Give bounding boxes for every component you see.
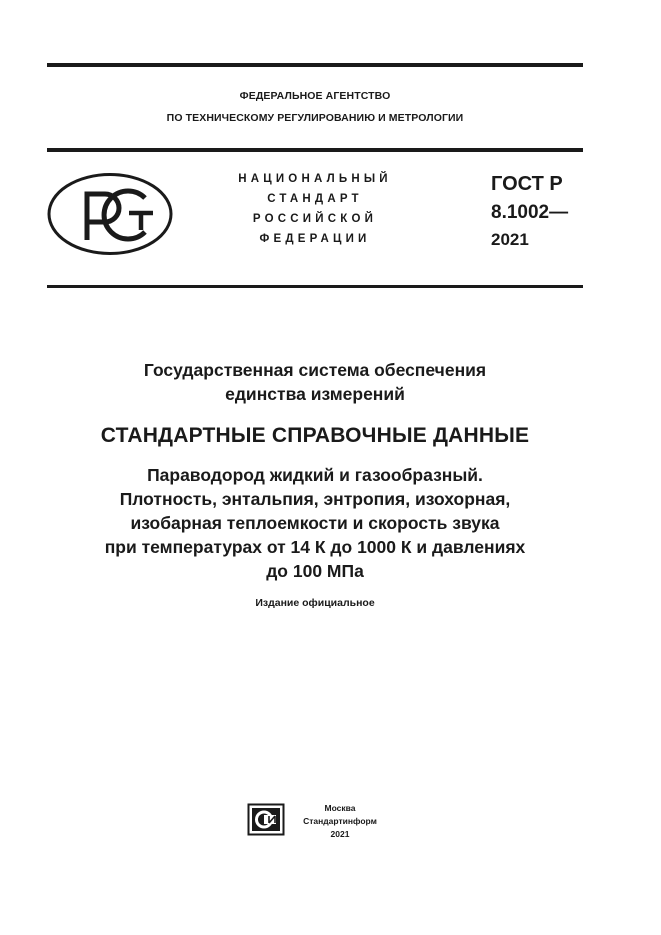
national-line-3: РОССИЙСКОЙ [252, 213, 378, 225]
header-bottom-rule [47, 285, 583, 288]
subject-line-5: до 100 МПа [266, 561, 364, 581]
edition-note: Издание официальное [255, 597, 375, 609]
subject-line-4: при температурах от 14 К до 1000 К и давлениях [104, 537, 526, 557]
national-line-4: ФЕДЕРАЦИИ [259, 233, 371, 245]
top-rule [47, 63, 583, 67]
national-line-2: СТАНДАРТ [267, 193, 363, 205]
rst-emblem-icon [47, 172, 173, 256]
publisher-city: Москва [324, 803, 356, 813]
header-rule [47, 148, 583, 152]
subject-line-3: изобарная теплоемкости и скорость звука [130, 513, 500, 533]
publisher-year: 2021 [330, 829, 350, 839]
subject-line-1: Параводород жидкий и газообразный. [147, 465, 483, 485]
system-title [40, 358, 590, 406]
subject-title [40, 463, 590, 583]
agency-line-1: ФЕДЕРАЛЬНОЕ АГЕНТСТВО [239, 90, 391, 102]
main-title: СТАНДАРТНЫЕ СПРАВОЧНЫЕ ДАННЫЕ [100, 424, 530, 447]
national-line-1: НАЦИОНАЛЬНЫЙ [238, 173, 392, 185]
system-title-line-1: Государственная система обеспечения [143, 360, 487, 380]
agency-line-2: ПО ТЕХНИЧЕСКОМУ РЕГУЛИРОВАНИЮ И МЕТРОЛОГИИ [166, 112, 464, 124]
system-title-line-2: единства измерений [225, 384, 405, 404]
publisher-name: Стандартинформ [303, 816, 377, 826]
standartinform-logo-icon [247, 803, 285, 836]
designation-number: 8.1002— [491, 202, 569, 223]
designation-year: 2021 [491, 230, 529, 249]
subject-line-2: Плотность, энтальпия, энтропия, изохорная, [119, 489, 511, 509]
designation-prefix: ГОСТ Р [491, 173, 563, 195]
